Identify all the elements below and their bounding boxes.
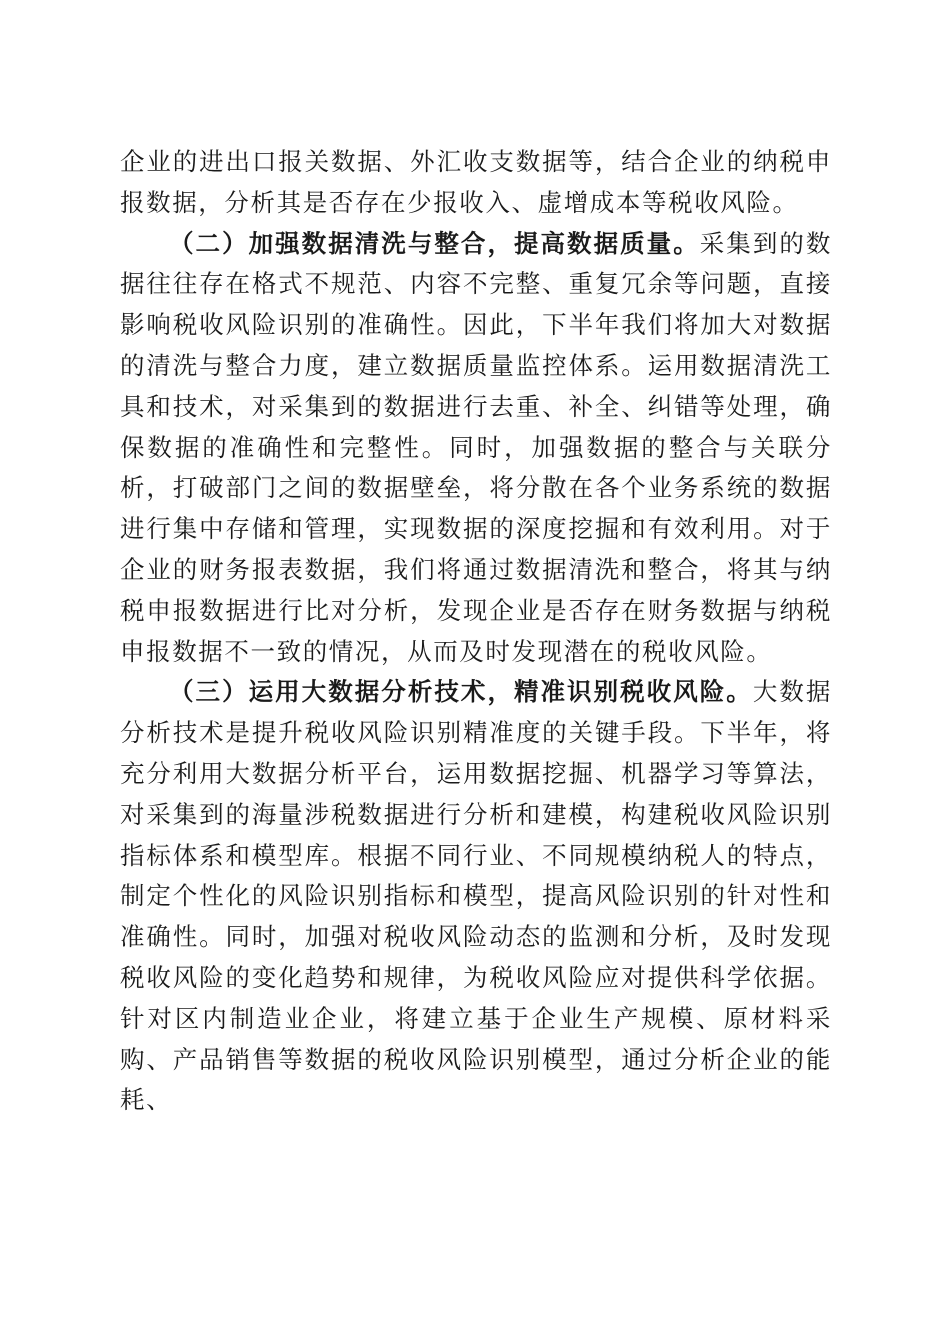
paragraph-continuation	[120, 142, 832, 224]
paragraph-1-text: 企业的进出口报关数据、外汇收支数据等，结合企业的纳税申报数据，分析其是否存在少报收入、虚增成本等税收风险。	[120, 147, 832, 217]
section-3-text: 大数据分析技术是提升税收风险识别精准度的关键手段。下半年，将充分利用大数据分析平台，运用数据挖掘、机器学习等算法，对采集到的海量涉税数据进行分析和建模，构建税收风险识别指标体系和模型库。根据不同行业、不同规模纳税人的特点，制定个性化的风险识别指标和模型，提高风险识别的针对性和准确性。同时，加强对税收风险动态的监测和分析，及时发现税收风险的变化趋势和规律，为税收风险应对提供科学依据。针对区内制造业企业，将建立基于企业生产规模、原材料采购、产品销售等数据的税收风险识别模型，通过分析企业的能耗、	[120, 677, 832, 1115]
paragraph-section-2	[120, 224, 832, 673]
section-2-text: 采集到的数据往往存在格式不规范、内容不完整、重复冗余等问题，直接影响税收风险识别的准确性。因此，下半年我们将加大对数据的清洗与整合力度，建立数据质量监控体系。运用数据清洗工具和技术，对采集到的数据进行去重、补全、纠错等处理，确保数据的准确性和完整性。同时，加强数据的整合与关联分析，打破部门之间的数据壁垒，将分散在各个业务系统的数据进行集中存储和管理，实现数据的深度挖掘和有效利用。对于企业的财务报表数据，我们将通过数据清洗和整合，将其与纳税申报数据进行比对分析，发现企业是否存在财务数据与纳税申报数据不一致的情况，从而及时发现潜在的税收风险。	[120, 228, 832, 666]
section-3-heading: （三）运用大数据分析技术，精准识别税收风险。	[169, 677, 753, 707]
section-2-heading: （二）加强数据清洗与整合，提高数据质量。	[169, 228, 700, 258]
document-body	[120, 142, 832, 1121]
paragraph-section-3	[120, 672, 832, 1121]
